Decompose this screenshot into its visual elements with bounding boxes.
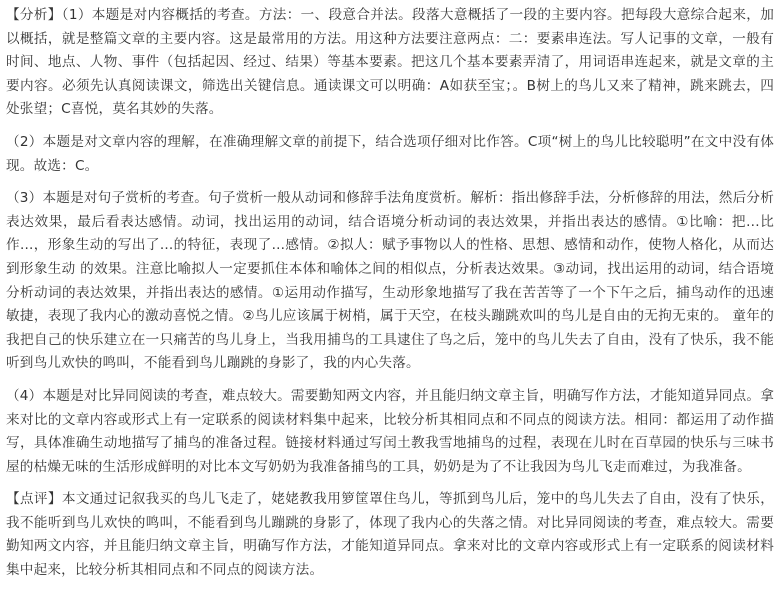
analysis-part-3: （3）本题是对句子赏析的考查。句子赏析一般从动词和修辞手法角度赏析。解析：指出修辞手法，分析修辞的用法，然后分析表达效果，最后看表达感情。动词，找出运用的动词，结合语境分析动词的表达效果，并指出表达的感情。①比喻：把...比作...，形象生动的写出了...的特征，表现了...感情。②拟人：赋予事物以人的性格、思想、感情和动作，使物人格化，从而达到形象生动 的效果。注意比喻拟人一定要抓住本体和喻体之间的相似点，分析表达效果。③动词，找出运用的动词，结合语境分析动词的表达效果，并指出表达的感情。①运用动作描写，生动形象地描写了我在苦苦等了一个下午之后，捕鸟动作的迅速敏捷，表现了我内心的激动喜悦之情。②鸟儿应该属于树梢，属于天空，在枝头蹦跳欢叫的鸟儿是自由的无拘无束的。 童年的我把自己的快乐建立在一只痛苦的鸟儿身上，当我用捕鸟的工具逮住了鸟之后，笼中的鸟儿失去了自由，没有了快乐，我不能听到鸟儿欢快的鸣叫，不能看到鸟儿蹦跳的身影了，我的内心失落。 (6, 190, 774, 372)
analysis-part-4: （4）本题是对比异同阅读的考查，难点较大。需要勤知两文内容，并且能归纳文章主旨，明确写作方法，才能知道异同点。拿来对比的文章内容或形式上有一定联系的阅读材料集中起来，比较分析其相同点和不同点的阅读方法。相同：都运用了动作描写，具体准确生动地描写了捕鸟的准备过程。链接材料通过写闰土教我雪地捕鸟的过程，表现在儿时在百草园的快乐与三味书屋的枯燥无味的生活形成鲜明的对比本文写奶奶为我准备捕鸟的工具，奶奶是为了不让我因为鸟儿飞走而难过，为我准备。 (6, 387, 774, 475)
commentary: 【点评】本文通过记叙我买的鸟儿飞走了，姥姥教我用箩筐罩住鸟儿，等抓到鸟儿后，笼中的鸟儿失去了自由，没有了快乐，我不能听到鸟儿欢快的鸣叫，不能看到鸟儿蹦跳的身影了，体现了我内心的失落之情。对比异同阅读的考查，难点较大。需要勤知两文内容，并且能归纳文章主旨，明确写作方法，才能知道异同点。拿来对比的文章内容或形式上有一定联系的阅读材料集中起来，比较分析其相同点和不同点的阅读方法。 (6, 491, 774, 579)
analysis-part-1: 【分析】（1）本题是对内容概括的考查。方法：一、段意合并法。段落大意概括了一段的主要内容。把每段大意综合起来，加以概括，就是整篇文章的主要内容。这是最常用的方法。用这种方法要注意两点：二：要素串连法。写人记事的文章，一般有时间、地点、人物、事件（包括起因、经过、结果）等基本要素。把这几个基本要素弄清了，用词语串连起来，就是文章的主要内容。必须先认真阅读课文，筛选出关键信息。通读课文可以明确：A如获至宝；。B树上的鸟儿又来了精神，跳来跳去，四处张望；C喜悦，莫名其妙的失落。 (6, 7, 774, 118)
analysis-part-2: （2）本题是对文章内容的理解，在准确理解文章的前提下，结合选项仔细对比作答。C项“树上的鸟儿比较聪明”在文中没有体现。故选：C。 (6, 133, 774, 174)
